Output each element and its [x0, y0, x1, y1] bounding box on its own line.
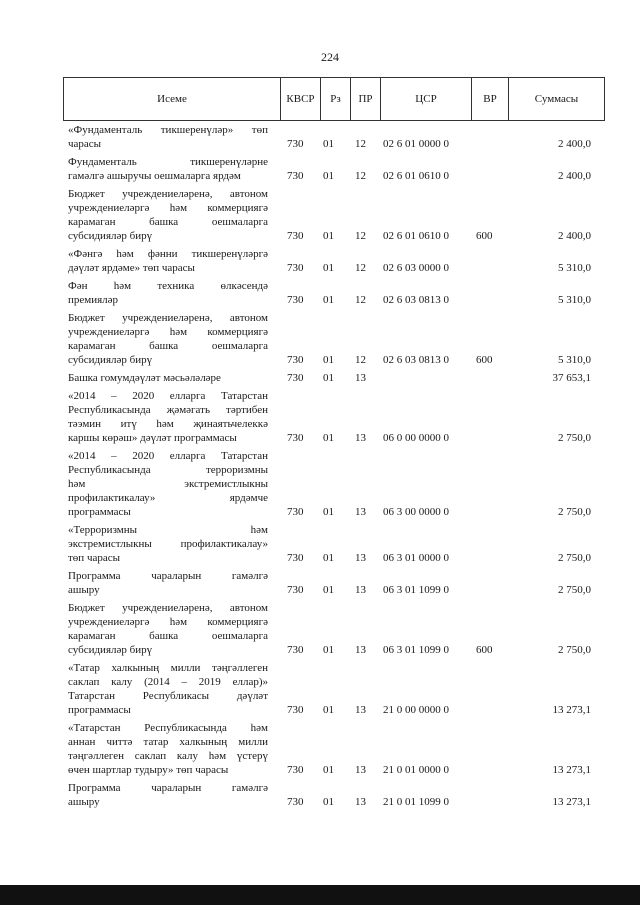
row-rz: 01	[323, 372, 334, 384]
table-row	[0, 449, 640, 523]
row-name-line: субсидияләр бирү	[68, 644, 153, 656]
row-name-line: «Татар халкының милли тәңгәллеген	[68, 662, 268, 674]
row-csr: 06 3 01 1099 0	[383, 584, 449, 596]
row-kvsr: 730	[287, 354, 304, 366]
row-sum: 5 310,0	[558, 354, 591, 366]
row-name-line: тәэмин итү һәм җинаятьчелеккә	[68, 418, 268, 430]
row-name	[68, 523, 268, 565]
row-name	[68, 247, 268, 275]
row-pr: 12	[355, 170, 366, 182]
row-sum: 2 750,0	[558, 584, 591, 596]
row-rz: 01	[323, 506, 334, 518]
row-pr: 13	[355, 432, 366, 444]
row-rz: 01	[323, 552, 334, 564]
table-row	[0, 123, 640, 155]
row-name	[68, 721, 268, 777]
row-name-line: Фән һәм техника өлкәсендә	[68, 280, 268, 292]
table-row	[0, 389, 640, 449]
header-csr: ЦСР	[380, 78, 471, 120]
row-rz: 01	[323, 584, 334, 596]
row-name-line: экстремистлыкны профилактикалау»	[68, 538, 268, 550]
table-row	[0, 569, 640, 601]
row-name-line: Бюджет учреждениеләренә, автоном	[68, 312, 268, 324]
row-pr: 12	[355, 262, 366, 274]
header-rz: Рз	[320, 78, 350, 120]
row-csr: 06 3 01 0000 0	[383, 552, 449, 564]
row-rz: 01	[323, 138, 334, 150]
row-pr: 13	[355, 644, 366, 656]
row-sum: 5 310,0	[558, 294, 591, 306]
row-pr: 12	[355, 230, 366, 242]
row-vr: 600	[476, 230, 493, 242]
row-kvsr: 730	[287, 552, 304, 564]
row-kvsr: 730	[287, 704, 304, 716]
row-name-line: чарасы	[68, 138, 102, 150]
row-name-line: профилактикалау» ярдәмче	[68, 492, 268, 504]
row-csr: 21 0 00 0000 0	[383, 704, 449, 716]
row-name-line: программасы	[68, 704, 131, 716]
row-name-line: «Фәнгә һәм фәнни тикшеренүләргә	[68, 248, 268, 260]
row-csr: 21 0 01 1099 0	[383, 796, 449, 808]
row-pr: 12	[355, 294, 366, 306]
table-row	[0, 781, 640, 813]
row-sum: 13 273,1	[552, 796, 591, 808]
row-kvsr: 730	[287, 644, 304, 656]
row-name-line: учреждениеләргә һәм коммерциягә	[68, 326, 268, 338]
row-kvsr: 730	[287, 506, 304, 518]
row-name-line: субсидияләр бирү	[68, 354, 153, 366]
row-kvsr: 730	[287, 584, 304, 596]
row-kvsr: 730	[287, 138, 304, 150]
row-kvsr: 730	[287, 294, 304, 306]
row-pr: 13	[355, 372, 366, 384]
row-name-line: Бюджет учреждениеләренә, автоном	[68, 602, 268, 614]
row-rz: 01	[323, 644, 334, 656]
row-name	[68, 661, 268, 717]
row-vr: 600	[476, 644, 493, 656]
row-name-line: «Татарстан Республикасында һәм	[68, 722, 268, 734]
row-name-line: аннан читтә татар халкының милли	[68, 736, 268, 748]
header-pr: ПР	[350, 78, 380, 120]
header-vr: ВР	[471, 78, 508, 120]
row-rz: 01	[323, 170, 334, 182]
row-pr: 13	[355, 552, 366, 564]
row-csr: 02 6 01 0610 0	[383, 230, 449, 242]
row-name	[68, 601, 268, 657]
header-name: Исеме	[157, 93, 187, 105]
row-name-line: «Терроризмны һәм	[68, 524, 268, 536]
row-name-line: премияләр	[68, 294, 119, 306]
row-csr: 06 3 01 1099 0	[383, 644, 449, 656]
header-kvsr: КВСР	[280, 78, 320, 120]
scan-bottom-edge	[0, 885, 640, 905]
row-csr: 02 6 01 0000 0	[383, 138, 449, 150]
row-name	[68, 187, 268, 243]
row-name-line: гамәлгә ашыручы оешмаларга ярдәм	[68, 170, 241, 182]
row-name-line: төп чарасы	[68, 552, 121, 564]
row-rz: 01	[323, 796, 334, 808]
header-sum: Суммасы	[508, 78, 604, 120]
row-name-line: Республикасында җәмәгать тәртибен	[68, 404, 268, 416]
row-sum: 5 310,0	[558, 262, 591, 274]
row-name-line: Татарстан Республикасы дәүләт	[68, 690, 268, 702]
row-kvsr: 730	[287, 432, 304, 444]
row-csr: 02 6 03 0000 0	[383, 262, 449, 274]
row-name-line: тәңгәллеген саклап калу һәм үстерү	[68, 750, 268, 762]
row-name	[68, 569, 268, 597]
row-csr: 06 0 00 0000 0	[383, 432, 449, 444]
row-name-line: өчен шартлар тудыру» төп чарасы	[68, 764, 229, 776]
row-rz: 01	[323, 294, 334, 306]
row-sum: 37 653,1	[552, 372, 591, 384]
row-name-line: Башка гомумдәүләт мәсьәләләре	[68, 372, 221, 384]
row-name-line: учреждениеләргә һәм коммерциягә	[68, 202, 268, 214]
row-name	[68, 449, 268, 519]
row-rz: 01	[323, 262, 334, 274]
row-name-line: «2014 – 2020 елларга Татарстан	[68, 450, 268, 462]
row-sum: 2 750,0	[558, 644, 591, 656]
row-name	[68, 123, 268, 151]
row-pr: 13	[355, 506, 366, 518]
table-header	[63, 77, 605, 121]
row-name-line: һәм экстремистлыкны	[68, 478, 268, 490]
row-kvsr: 730	[287, 372, 304, 384]
row-csr: 02 6 01 0610 0	[383, 170, 449, 182]
row-kvsr: 730	[287, 764, 304, 776]
row-sum: 2 750,0	[558, 432, 591, 444]
row-sum: 13 273,1	[552, 764, 591, 776]
table-row	[0, 523, 640, 569]
row-name-line: «Фундаменталь тикшеренүләр» төп	[68, 124, 268, 136]
row-name-line: программасы	[68, 506, 131, 518]
row-sum: 2 400,0	[558, 230, 591, 242]
row-name	[68, 371, 268, 385]
row-name-line: ашыру	[68, 796, 100, 808]
row-name-line: Бюджет учреждениеләренә, автоном	[68, 188, 268, 200]
table-row	[0, 155, 640, 187]
row-pr: 13	[355, 764, 366, 776]
row-pr: 12	[355, 354, 366, 366]
row-sum: 2 750,0	[558, 506, 591, 518]
row-name-line: Республикасында терроризмны	[68, 464, 268, 476]
row-kvsr: 730	[287, 796, 304, 808]
row-name	[68, 155, 268, 183]
row-name	[68, 781, 268, 809]
row-name-line: саклап калу (2014 – 2019 еллар)»	[68, 676, 268, 688]
row-sum: 13 273,1	[552, 704, 591, 716]
table-row	[0, 187, 640, 247]
row-name-line: каршы көрәш» дәүләт программасы	[68, 432, 237, 444]
row-name-line: Программа чараларын гамәлгә	[68, 570, 268, 582]
row-name-line: Фундаменталь тикшеренүләрне	[68, 156, 268, 168]
row-name-line: ашыру	[68, 584, 100, 596]
table-row	[0, 721, 640, 781]
table-row	[0, 247, 640, 279]
table-row	[0, 661, 640, 721]
row-kvsr: 730	[287, 170, 304, 182]
table-row	[0, 311, 640, 371]
row-sum: 2 400,0	[558, 170, 591, 182]
row-rz: 01	[323, 432, 334, 444]
row-csr: 02 6 03 0813 0	[383, 354, 449, 366]
row-rz: 01	[323, 230, 334, 242]
row-name	[68, 311, 268, 367]
row-csr: 02 6 03 0813 0	[383, 294, 449, 306]
row-sum: 2 750,0	[558, 552, 591, 564]
row-name-line: учреждениеләргә һәм коммерциягә	[68, 616, 268, 628]
table-row	[0, 601, 640, 661]
row-sum: 2 400,0	[558, 138, 591, 150]
row-pr: 13	[355, 584, 366, 596]
row-name	[68, 279, 268, 307]
row-name-line: дәүләт ярдәме» төп чарасы	[68, 262, 195, 274]
table-row	[0, 279, 640, 311]
row-rz: 01	[323, 704, 334, 716]
table-row	[0, 371, 640, 389]
row-kvsr: 730	[287, 230, 304, 242]
row-name-line: карамаган башка оешмаларга	[68, 630, 268, 642]
page-number: 224	[321, 50, 339, 64]
row-name-line: субсидияләр бирү	[68, 230, 153, 242]
row-name	[68, 389, 268, 445]
row-vr: 600	[476, 354, 493, 366]
row-name-line: Программа чараларын гамәлгә	[68, 782, 268, 794]
row-name-line: «2014 – 2020 елларга Татарстан	[68, 390, 268, 402]
row-pr: 13	[355, 704, 366, 716]
row-name-line: карамаган башка оешмаларга	[68, 216, 268, 228]
row-pr: 13	[355, 796, 366, 808]
row-csr: 21 0 01 0000 0	[383, 764, 449, 776]
row-name-line: карамаган башка оешмаларга	[68, 340, 268, 352]
row-csr: 06 3 00 0000 0	[383, 506, 449, 518]
table-body	[0, 123, 640, 813]
row-rz: 01	[323, 354, 334, 366]
row-rz: 01	[323, 764, 334, 776]
row-kvsr: 730	[287, 262, 304, 274]
row-pr: 12	[355, 138, 366, 150]
